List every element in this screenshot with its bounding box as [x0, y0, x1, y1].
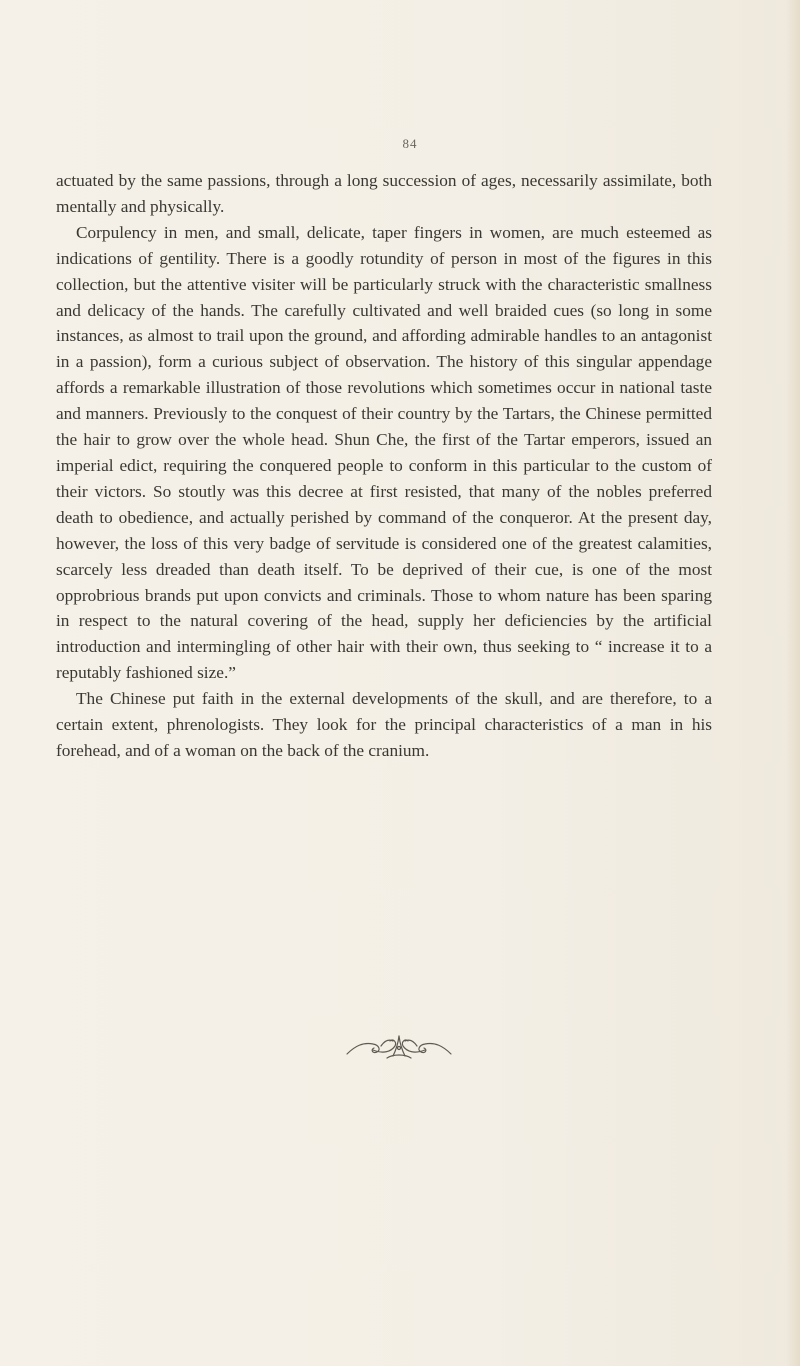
page-number: 84 — [402, 136, 418, 151]
body-text — [56, 168, 712, 764]
paragraph-3: The Chinese put faith in the external developments of the skull, and are therefore, to a certain extent, phrenologists. They look for the principal characteristics of a man in his forehead, and of a woman on the back of the cranium. — [56, 689, 712, 760]
paragraph-2: Corpulency in men, and small, delicate, taper fingers in women, are much esteemed as indications of gentility. There is a goodly rotundity of person in most of the figures in this collection, but the attentive visiter will be particularly struck with the characteristic smallness and delicacy of the hands. The carefully cultivated and well braided cues (so long in some instances, as almost to trail upon the ground, and affording admirable handles to an antagonist in a passion), form a curious subject of observation. The history of this singular appendage affords a remarkable illustration of those revolutions which sometimes occur in national taste and manners. Previously to the conquest of their country by the Tartars, the Chinese permitted the hair to grow over the whole head. Shun Che, the first of the Tartar emperors, issued an imperial edict, requiring the conquered people to conform in this particular to the custom of their victors. So stoutly was this decree at first resisted, that many of the nobles preferred death to obedience, and actually perished by command of the conqueror. At the present day, however, the loss of this very badge of servitude is considered one of the greatest calamities, scarcely less dreaded than death itself. To be deprived of their cue, is one of the most opprobrious brands put upon convicts and criminals. Those to whom nature has been sparing in respect to the natural covering of the head, supply her deficiencies by the artificial introduction and intermingling of other hair with their own, thus seeking to “ increase it to a reputably fashioned size.” — [56, 222, 712, 683]
tailpiece-ornament-icon — [343, 1032, 455, 1062]
paragraph-1: actuated by the same passions, through a long succession of ages, necessarily assimilate, both mentally and physically. — [56, 171, 712, 216]
page-edge-shadow — [786, 0, 800, 1366]
